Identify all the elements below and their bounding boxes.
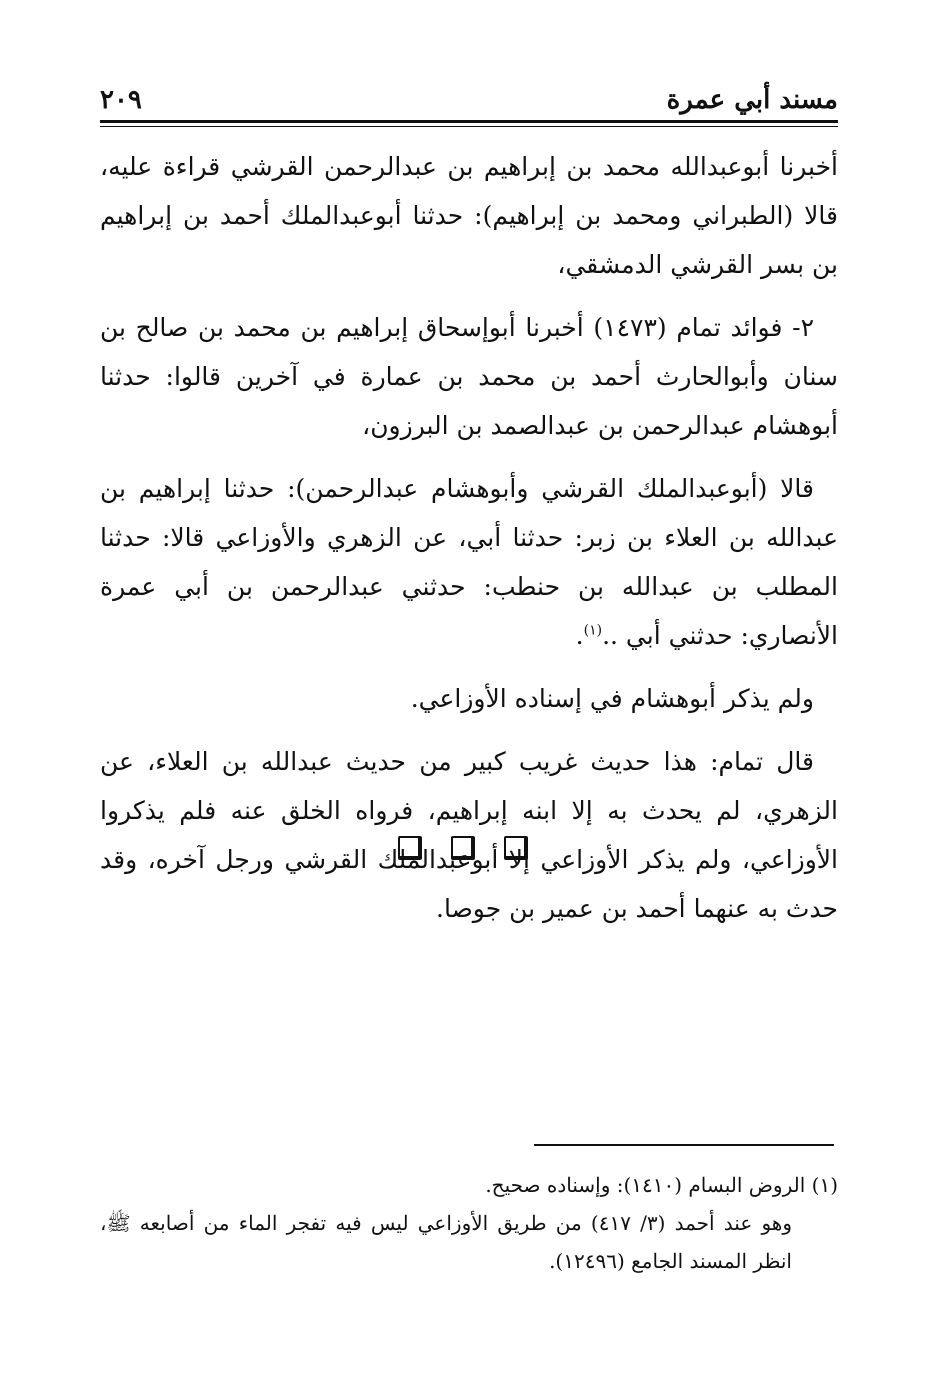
page-number: ٢٠٩ bbox=[100, 85, 142, 115]
main-text bbox=[100, 142, 838, 947]
header-rule-thick bbox=[100, 120, 838, 123]
hadith-chain-text: قالا (أبوعبدالملك القرشي وأبوهشام عبدالرحمن): حدثنا إبراهيم بن عبدالله بن العلاء بن زبر: حدثنا أبي، عن الزهري والأوزاعي قالا: حدثنا المطلب بن عبدالله بن حنطب: حدثني عبدالرحمن بن أبي عمرة الأنصاري: حدثني أبي .. bbox=[100, 474, 838, 650]
hadith-chain-end: . bbox=[575, 621, 584, 650]
ornament-square-icon bbox=[504, 836, 528, 860]
paragraph-note-abu-hisham: ولم يذكر أبوهشام في إسناده الأوزاعي. bbox=[410, 684, 814, 713]
footnote-1-continuation: وهو عند أحمد (٣/ ٤١٧) من طريق الأوزاعي ليس فيه تفجر الماء من أصابعه ﷺ، انظر المسند الجامع (١٢٤٩٦). bbox=[100, 1211, 792, 1273]
footnote-1: (١) الروض البسام (١٤١٠): وإسناده صحيح. bbox=[485, 1173, 838, 1197]
header-rule-thin bbox=[100, 126, 838, 127]
footnote-reference[interactable]: (١) bbox=[583, 622, 603, 639]
paragraph-fawaid-tammam: ٢- فوائد تمام (١٤٧٣) أخبرنا أبوإسحاق إبراهيم بن محمد بن صالح بن سنان وأبوالحارث أحمد بن محمد بن عمارة في آخرين قالوا: حدثنا أبوهشام عبدالرحمن بن عبدالصمد بن البرزون، bbox=[100, 313, 838, 440]
footnote-separator bbox=[534, 1144, 834, 1146]
running-title: مسند أبي عمرة bbox=[666, 85, 838, 115]
footnotes bbox=[100, 1166, 838, 1280]
paragraph-hadith-chain bbox=[100, 464, 838, 660]
ornament-square-icon bbox=[398, 836, 422, 860]
section-end-ornament bbox=[398, 836, 528, 866]
page-header bbox=[100, 78, 838, 122]
paragraph-tammam-comment: قال تمام: هذا حديث غريب كبير من حديث عبدالله بن العلاء، عن الزهري، لم يحدث به إلا ابنه إبراهيم، فرواه الخلق عنه فلم يذكروا الأوزاعي، ولم يذكر الأوزاعي إلا أبوعبدالملك القرشي ورجل آخره، وقد حدث به عنهما أحمد بن عمير بن جوصا. bbox=[100, 747, 838, 923]
paragraph-isnad-1: أخبرنا أبوعبدالله محمد بن إبراهيم بن عبدالرحمن القرشي قراءة عليه، قالا (الطبراني ومحمد بن إبراهيم): حدثنا أبوعبدالملك أحمد بن إبراهيم بن بسر القرشي الدمشقي، bbox=[100, 152, 838, 279]
ornament-square-icon bbox=[451, 836, 475, 860]
